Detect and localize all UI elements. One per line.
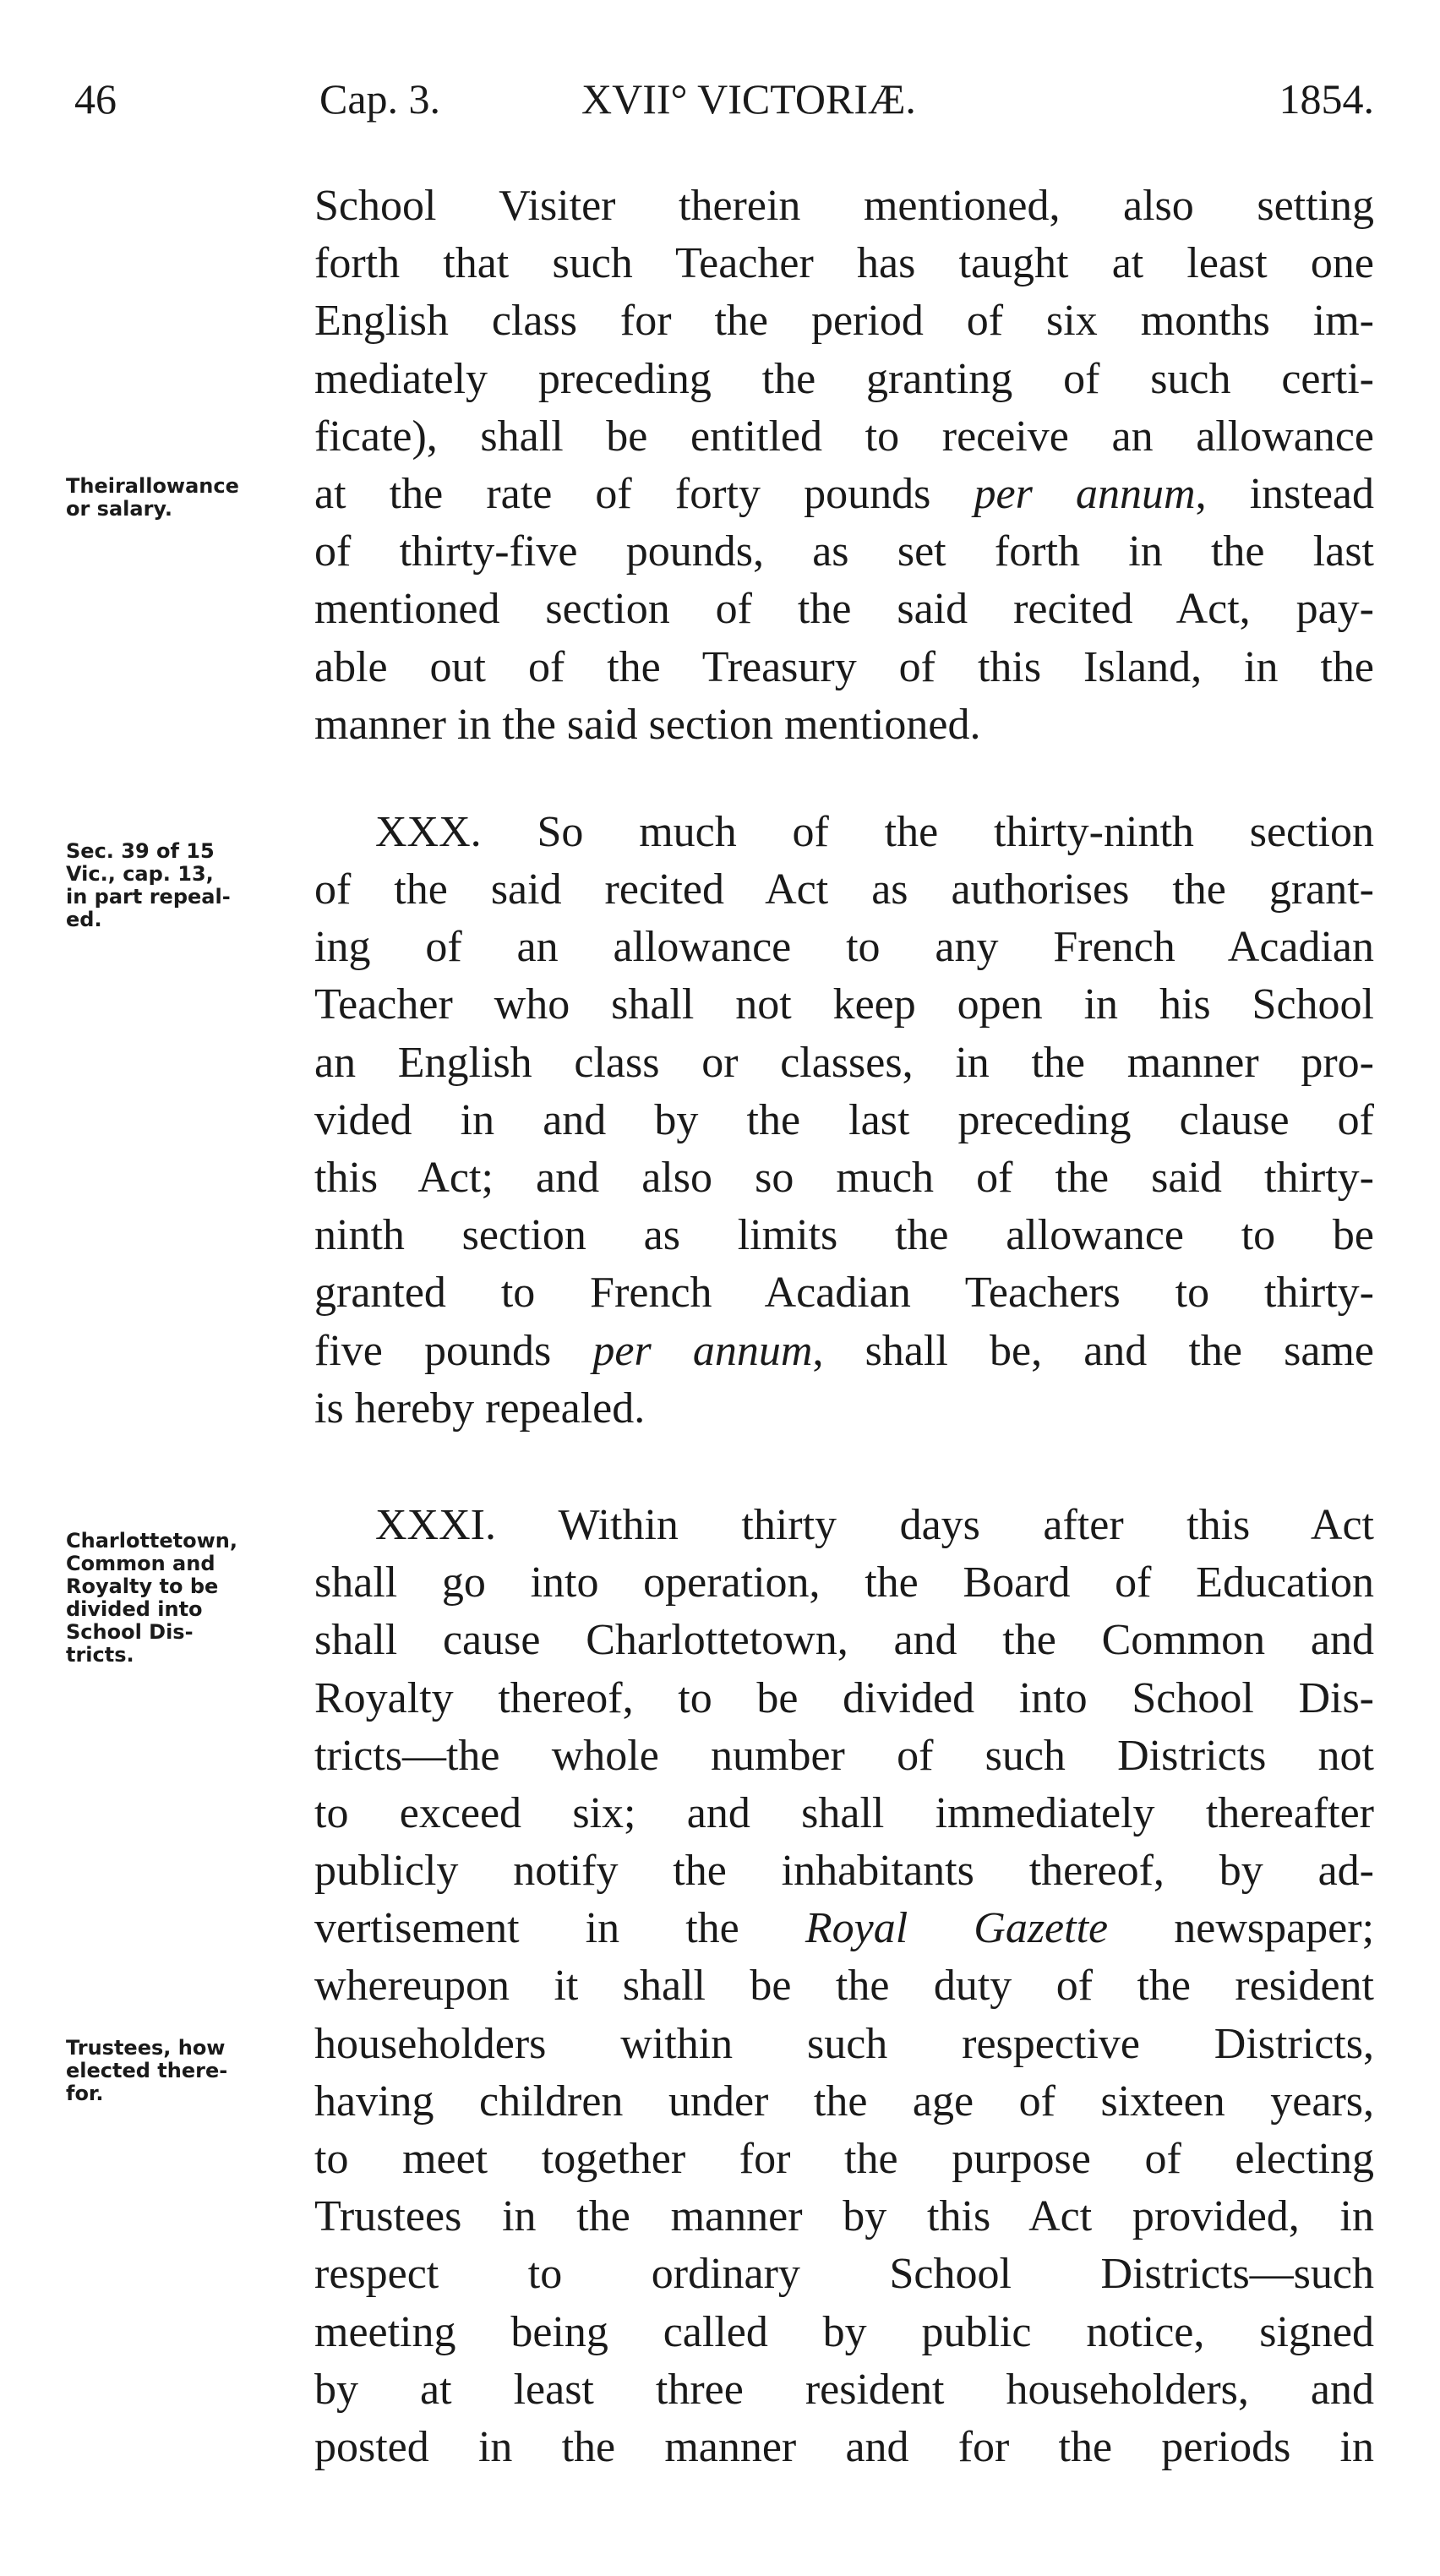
margin-note-line: School Dis- (66, 1620, 194, 1644)
text-line: mediately preceding the granting of such certi- (314, 354, 1374, 403)
margin-note-line: Royalty to be (66, 1575, 219, 1598)
text-line: shall cause Charlottetown, and the Common and (314, 1616, 1374, 1665)
text-line: ninth section as limits the allowance to be (314, 1211, 1374, 1260)
margin-note-line: Common and (66, 1552, 215, 1575)
text-line: Trustees in the manner by this Act provided, in (314, 2192, 1374, 2241)
text-segment: , instead (1195, 469, 1375, 518)
margin-note-allowance (66, 475, 303, 521)
margin-note-line: ed. (66, 908, 102, 931)
text-line: by at least three resident householders, and (314, 2365, 1374, 2414)
text-line: vided in and by the last preceding clause of (314, 1095, 1374, 1144)
body-text (314, 177, 1374, 2476)
page-number: 46 (74, 75, 117, 123)
text-line (314, 1323, 1374, 1380)
text-segment: vertisement in the (314, 1904, 739, 1953)
text-line: ing of an allowance to any French Acadian (314, 923, 1374, 972)
margin-note-line: elected there- (66, 2059, 228, 2082)
text-line: of thirty-five pounds, as set forth in the last (314, 527, 1374, 576)
text-line (314, 466, 1374, 523)
text-segment: five pounds (314, 1326, 552, 1375)
year-label: 1854. (1279, 75, 1374, 123)
italic-phrase: per annum (592, 1326, 813, 1375)
section-xxxi (314, 1497, 1374, 2476)
text-line: forth that such Teacher has taught at least one (314, 239, 1374, 288)
text-line: XXXI. Within thirty days after this Act (375, 1500, 1374, 1549)
text-line: School Visiter therein mentioned, also setting (314, 182, 1374, 230)
text-line: an English class or classes, in the manner pro- (314, 1038, 1374, 1087)
paragraph-continuation (314, 177, 1374, 754)
text-line: of the said recited Act as authorises the grant- (314, 865, 1374, 914)
italic-phrase: per annum (974, 469, 1196, 518)
text-segment: , shall be, and the same (812, 1326, 1374, 1375)
text-line: publicly notify the inhabitants thereof, by ad- (314, 1847, 1374, 1896)
text-line: tricts—the whole number of such Districts not (314, 1731, 1374, 1780)
margin-note-sec39 (66, 840, 303, 931)
running-header (74, 74, 1374, 134)
text-line: shall go into operation, the Board of Education (314, 1558, 1374, 1607)
text-line: to meet together for the purpose of electing (314, 2135, 1374, 2183)
text-line: ficate), shall be entitled to receive an allowance (314, 412, 1374, 461)
margin-note-line: tricts. (66, 1643, 134, 1667)
text-line: Royalty thereof, to be divided into School Dis- (314, 1673, 1374, 1722)
text-line: householders within such respective Districts, (314, 2019, 1374, 2068)
reign-label: XVII° VICTORIÆ. (581, 75, 916, 123)
text-line: whereupon it shall be the duty of the resident (314, 1962, 1374, 2011)
margin-note-line: Charlottetown, (66, 1529, 238, 1553)
text-line: English class for the period of six months im- (314, 297, 1374, 346)
margin-note-line: divided into (66, 1597, 203, 1621)
text-line: Teacher who shall not keep open in his School (314, 980, 1374, 1029)
margin-note-line: Sec. 39 of 15 (66, 839, 215, 863)
text-line: is hereby repealed. (314, 1384, 646, 1433)
text-segment: at the rate of forty pounds (314, 469, 931, 518)
margin-note-line: Theirallowance (66, 474, 239, 498)
text-line (314, 1900, 1374, 1957)
text-line: having children under the age of sixteen years, (314, 2077, 1374, 2126)
text-line: XXX. So much of the thirty-ninth section (375, 807, 1374, 856)
text-line: this Act; and also so much of the said thirty- (314, 1154, 1374, 1202)
margin-note-line: or salary. (66, 497, 172, 521)
text-line: mentioned section of the said recited Act, pay- (314, 585, 1374, 634)
margin-note-line: for. (66, 2082, 104, 2105)
text-line: posted in the manner and for the periods in (314, 2422, 1374, 2471)
margin-note-charlottetown (66, 1530, 303, 1667)
chapter-label: Cap. 3. (319, 75, 441, 123)
text-line: respect to ordinary School Districts—such (314, 2250, 1374, 2299)
margin-note-line: Trustees, how (66, 2036, 226, 2060)
italic-phrase: Royal Gazette (805, 1904, 1109, 1953)
text-line: manner in the said section mentioned. (314, 700, 981, 749)
text-line: meeting being called by public notice, signed (314, 2307, 1374, 2356)
text-line: to exceed six; and shall immediately thereafter (314, 1788, 1374, 1837)
margin-note-line: Vic., cap. 13, (66, 862, 214, 886)
margin-note-line: in part repeal- (66, 885, 231, 909)
section-xxx (314, 804, 1374, 1438)
text-segment: newspaper; (1174, 1904, 1375, 1953)
text-line: able out of the Treasury of this Island, in the (314, 642, 1374, 691)
text-line: granted to French Acadian Teachers to thirty- (314, 1269, 1374, 1318)
margin-note-trustees (66, 2037, 303, 2105)
